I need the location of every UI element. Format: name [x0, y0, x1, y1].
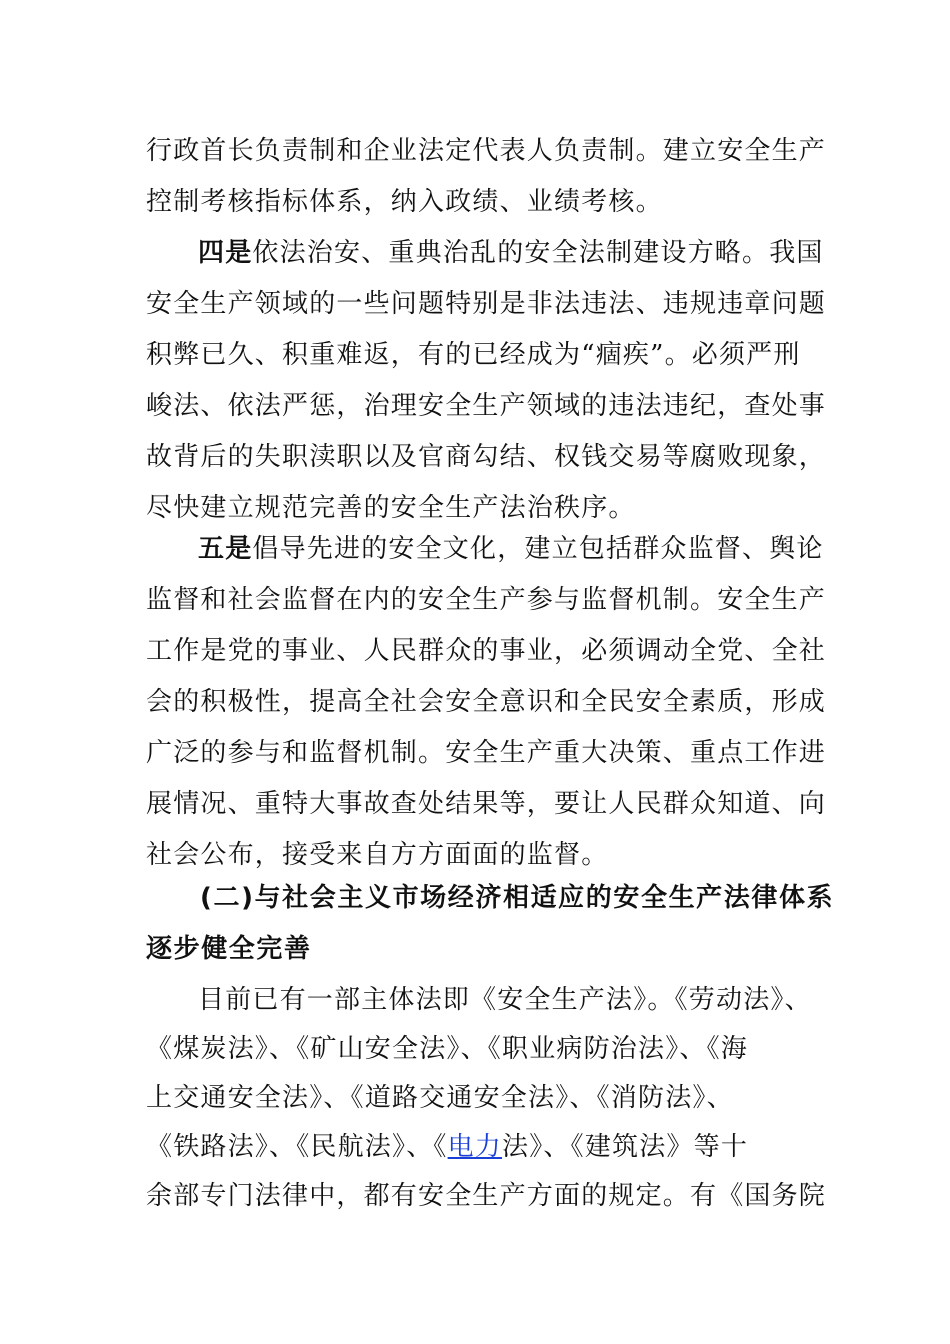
paragraph-start — [198, 529, 878, 569]
text-line: 余部专门法律中，都有安全生产方面的规定。有《国务院 — [146, 1181, 827, 1211]
text-line: 广泛的参与和监督机制。安全生产重大决策、重点工作进 — [146, 738, 827, 768]
hyperlink-electric-power[interactable]: 电力 — [447, 1132, 503, 1162]
text-line: 峻法、依法严惩，治理安全生产领域的违法违纪，查处事 — [146, 391, 827, 421]
text-span: 《铁路法》、《民航法》、《 — [146, 1132, 448, 1162]
text-line — [146, 1127, 826, 1167]
text-line: 社会公布，接受来自方方面面的监督。 — [146, 840, 609, 870]
text-line: 故背后的失职渎职以及官商勾结、权钱交易等腐败现象， — [146, 442, 827, 472]
text-line: 监督和社会监督在内的安全生产参与监督机制。安全生产 — [146, 585, 827, 615]
text-line: 工作是党的事业、人民群众的事业，必须调动全党、全社 — [146, 636, 827, 666]
text-line: 展情况、重特大事故查处结果等，要让人民群众知道、向 — [146, 789, 827, 819]
text-span: 倡导先进的安全文化，建立包括群众监督、舆论 — [252, 534, 824, 564]
text-span: 法》、《建筑法》等十 — [502, 1132, 749, 1162]
paragraph-start — [198, 233, 878, 273]
text-line: 会的积极性，提高全社会安全意识和全民安全素质，形成 — [146, 687, 827, 717]
text-line: 《煤炭法》、《矿山安全法》、《职业病防治法》、《海 — [146, 1034, 749, 1064]
text-line: 积弊已久、积重难返，有的已经成为“痼疾”。必须严刑 — [146, 340, 801, 370]
emphasis-lead: 五是 — [198, 534, 253, 564]
section-heading-continued: 逐步健全完善 — [146, 934, 312, 964]
paragraph-start: 目前已有一部主体法即《安全生产法》。《劳动法》、 — [198, 985, 812, 1015]
emphasis-lead: 四是 — [198, 238, 253, 268]
section-heading: (二)与社会主义市场经济相适应的安全生产法律体系 — [200, 883, 835, 913]
text-line: 尽快建立规范完善的安全生产法治秩序。 — [146, 493, 636, 523]
text-line: 安全生产领域的一些问题特别是非法违法、违规违章问题 — [146, 289, 827, 319]
text-span: 依法治安、重典治乱的安全法制建设方略。我国 — [252, 238, 824, 268]
text-line: 上交通安全法》、《道路交通安全法》、《消防法》、 — [146, 1083, 734, 1113]
text-line: 控制考核指标体系，纳入政绩、业绩考核。 — [146, 187, 663, 217]
text-line: 行政首长负责制和企业法定代表人负责制。建立安全生产 — [146, 136, 827, 166]
